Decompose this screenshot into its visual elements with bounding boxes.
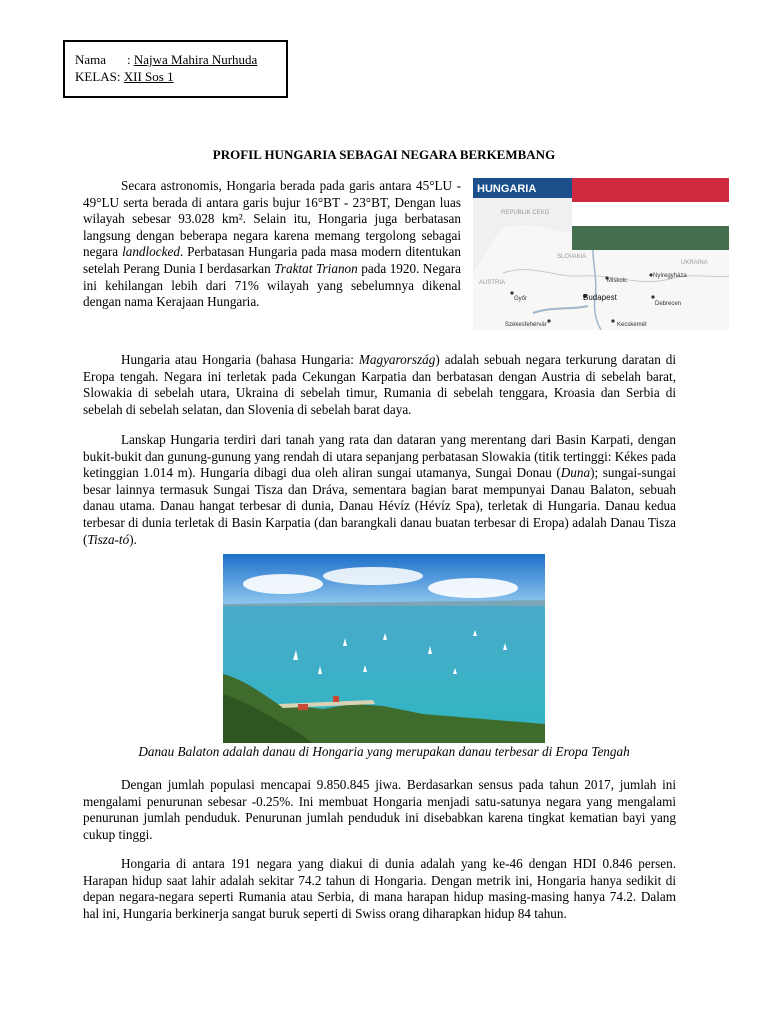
map-city-budapest: Budapest — [583, 293, 617, 302]
map-label-slovakia: SLOVAKIA — [557, 254, 587, 260]
map-city-debrecen: Debrecen — [655, 301, 682, 307]
p3-text-e: ). — [129, 531, 137, 547]
kelas-label: KELAS — [75, 69, 117, 84]
p3-text-a: Lanskap Hungaria terdiri dari tanah yang rata dan dataran yang merentang dari Basin Karpati, dengan bukit-bukit dan gunung-gunung yang rendah di utara sepanjang perbatasan Slowakia (titik tertinggi: Kékes pada ketinggian 1.014 m). Hungaria dibagi dua oleh aliran sungai utamanya, Sungai Donau ( — [83, 432, 676, 481]
flag-white-stripe — [572, 202, 729, 226]
page-title: PROFIL HUNGARIA SEBAGAI NEGARA BERKEMBANG — [212, 147, 556, 162]
map-city-szekesfehervar: Székesfehérvár — [505, 322, 547, 328]
paragraph-lanskap — [83, 432, 676, 548]
p3-italic-tisza: Tisza-tó — [87, 531, 130, 547]
kelas-row — [75, 68, 286, 85]
lake-illustration — [223, 554, 545, 743]
map-city-kecskemet: Kecskemét — [617, 322, 647, 328]
map-city-miskolc: Miskolc — [607, 278, 628, 284]
kelas-separator: : — [116, 69, 124, 84]
p1-italic-trianon: Traktat Trianon — [274, 260, 358, 276]
map-city-gyor: Győr — [514, 296, 528, 302]
map-label-ukraina: UKRAINA — [681, 260, 708, 266]
paragraph-astronomis — [83, 178, 461, 311]
p1-text-a: Secara astronomis, Hongaria berada pada garis antara 45°LU - 49°LU serta berada di antara garis bujur 16°BT - 23°BT, Dengan luas wilayah sebesar 93.028 km². Selain itu, Hongaria juga berbatasan langsung dengan beberapa negara karena memang tergolong sebagai negara — [83, 178, 461, 260]
hungary-map-with-flag — [473, 178, 729, 330]
paragraph-populasi: Dengan jumlah populasi mencapai 9.850.845 jiwa. Berdasarkan sensus pada tahun 2017, jumlah ini mengalami penurunan sebesar -0.25%. Ini membuat Hongaria menjadi satu-satunya negara yang mengalami penurunan jumlah penduduk. Penurunan jumlah penduduk ini disebabkan karena tingkat kematian bayi yang cukup tinggi. — [83, 777, 676, 842]
nama-separator: : — [127, 52, 134, 67]
kelas-value: XII Sos 1 — [123, 69, 174, 84]
p1-text-c: . Perbatasan Hungaria pada masa modern ditentukan setelah Perang Dunia I berdasarkan — [83, 244, 461, 276]
p3-italic-duna: Duna — [560, 465, 591, 481]
p1-text-e: pada 1920. Negara ini kehilangan lebih dari 71% wilayah yang sebelumnya dikenal dengan nama Kerajaan Hungaria. — [83, 260, 462, 310]
paragraph-hungaria — [83, 352, 676, 418]
photo-caption: Danau Balaton adalah danau di Hongaria yang merupakan danau terbesar di Eropa Tengah — [138, 744, 630, 759]
nama-value: Najwa Mahira Nurhuda — [133, 52, 258, 67]
map-illustration — [473, 178, 729, 330]
flag-red-stripe — [572, 178, 729, 202]
p1-italic-landlocked: landlocked — [122, 244, 180, 260]
map-title: HUNGARIA — [477, 183, 537, 195]
p2-text-c: ) adalah sebuah negara terkurung daratan di Eropa tengah. Negara ini terletak pada Cekungan Karpatia dan berbatasan dengan Austria di sebelah barat, Slowakia di sebelah utara, Ukraina di sebelah timur, Rumania di sebelah tenggara, Kroasia dan Serbia di sebelah di sebelah selatan, dan Slovenia di sebelah barat daya. — [83, 352, 677, 417]
hungary-flag — [572, 178, 729, 250]
map-label-ceko: REPUBLIK CEKO — [501, 210, 550, 216]
map-city-nyiregyhaza: Nyíregyháza — [653, 273, 687, 279]
p2-text-a: Hungaria atau Hongaria (bahasa Hungaria: — [121, 352, 359, 367]
p2-italic-magyarorszag: Magyarország — [358, 352, 436, 367]
flag-green-stripe — [572, 226, 729, 250]
lake-balaton-photo — [223, 554, 545, 743]
student-id-box — [63, 40, 288, 98]
p3-text-c: ); sungai-sungai besar lainnya termasuk Sungai Tisza dan Dráva, sementara bagian barat mempunyai Danau Balaton, sebuah danau utama. Danau hangat terbesar di dunia, Danau Hévíz (Hévíz Spa), terletak di Hungaria. Danau kedua terbesar di dunia terletak di Basin Karpatia (dan barangkali danau buatan terbesar di Eropa) adalah Danau Tisza ( — [83, 465, 676, 547]
nama-label: Nama — [75, 52, 107, 67]
nama-row — [75, 51, 286, 68]
map-label-austria: AUSTRIA — [479, 280, 506, 286]
paragraph-hdi: Hongaria di antara 191 negara yang diakui di dunia adalah yang ke-46 dengan HDI 0.846 persen. Harapan hidup saat lahir adalah sekitar 74.2 tahun di Hongaria. Dengan metrik ini, Hongaria hanya sedikit di depan negara-negara seperti Rumania atau Serbia, di mana harapan hidup masing-masing hanya 74.2. Dalam hal ini, Hungaria berkinerja sangat buruk seperti di Swiss orang diharapkan hidup 84 tahun. — [83, 856, 676, 921]
